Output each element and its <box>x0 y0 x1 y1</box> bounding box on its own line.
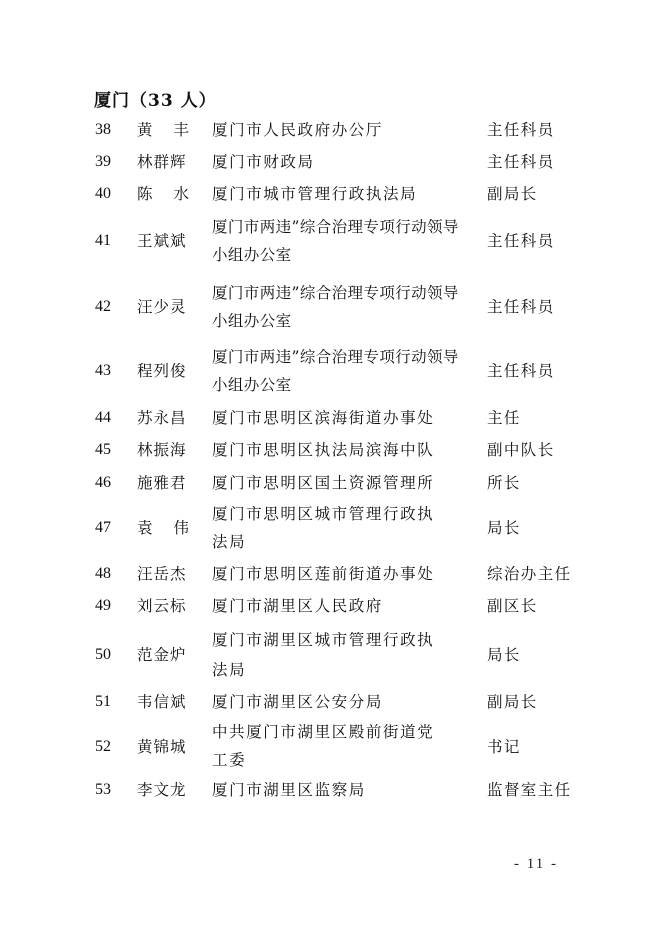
row-number: 46 <box>95 474 111 491</box>
person-name: 汪岳杰 <box>137 565 187 583</box>
row-number: 42 <box>95 298 111 315</box>
row-number: 45 <box>95 441 111 458</box>
job-position: 所长 <box>487 474 521 492</box>
work-unit: 厦门市湖里区人民政府 <box>212 597 384 615</box>
work-unit: 厦门市湖里区城市管理行政执法局 <box>212 631 435 679</box>
work-unit: 中共厦门市湖里区殿前街道党工委 <box>212 723 435 769</box>
work-unit: 厦门市两违”综合治理专项行动领导小组办公室 <box>212 284 459 330</box>
job-position: 监督室主任 <box>487 781 572 799</box>
row-number: 41 <box>95 232 111 249</box>
person-name: 苏永昌 <box>137 409 187 427</box>
person-name: 李文龙 <box>137 781 187 799</box>
row-number: 50 <box>95 646 111 663</box>
job-position: 副局长 <box>487 693 538 711</box>
row-number: 44 <box>95 409 111 426</box>
work-unit: 厦门市思明区国土资源管理所 <box>212 474 435 492</box>
job-position: 主任科员 <box>487 232 555 250</box>
person-name: 施雅君 <box>137 474 187 492</box>
person-name: 陈 水 <box>137 185 190 203</box>
job-position: 局长 <box>487 519 521 537</box>
job-position: 主任科员 <box>487 121 555 139</box>
person-name: 程列俊 <box>137 362 187 380</box>
work-unit: 厦门市湖里区公安分局 <box>212 693 384 711</box>
work-unit: 厦门市思明区莲前街道办事处 <box>212 565 435 583</box>
person-name: 韦信斌 <box>137 693 187 711</box>
work-unit: 厦门市两违”综合治理专项行动领导小组办公室 <box>212 218 459 264</box>
work-unit: 厦门市两违”综合治理专项行动领导小组办公室 <box>212 348 459 394</box>
job-position: 副区长 <box>487 597 538 615</box>
row-number: 40 <box>95 185 111 202</box>
person-name: 汪少灵 <box>137 298 187 316</box>
row-number: 49 <box>95 597 111 614</box>
person-name: 黄锦城 <box>137 738 187 756</box>
row-number: 48 <box>95 565 111 582</box>
job-position: 书记 <box>487 738 521 756</box>
job-position: 主任科员 <box>487 153 555 171</box>
job-position: 主任科员 <box>487 298 555 316</box>
person-name: 范金炉 <box>137 646 187 664</box>
job-position: 主任 <box>487 409 521 427</box>
work-unit: 厦门市湖里区监察局 <box>212 781 366 799</box>
work-unit: 厦门市思明区城市管理行政执法局 <box>212 505 435 551</box>
work-unit: 厦门市城市管理行政执法局 <box>212 185 418 203</box>
work-unit: 厦门市思明区滨海街道办事处 <box>212 409 435 427</box>
job-position: 局长 <box>487 646 521 664</box>
row-number: 51 <box>95 693 111 710</box>
person-name: 林群辉 <box>137 153 187 171</box>
work-unit: 厦门市财政局 <box>212 153 315 171</box>
job-position: 副中队长 <box>487 441 555 459</box>
row-number: 53 <box>95 781 111 798</box>
work-unit: 厦门市人民政府办公厅 <box>212 121 384 139</box>
job-position: 主任科员 <box>487 362 555 380</box>
person-name: 黄 丰 <box>137 121 190 139</box>
row-number: 52 <box>95 738 111 755</box>
person-name: 王斌斌 <box>137 232 187 250</box>
person-name: 袁 伟 <box>137 519 190 537</box>
page-number: - 11 - <box>514 856 558 872</box>
person-name: 刘云标 <box>137 597 187 615</box>
row-number: 38 <box>95 121 111 138</box>
row-number: 47 <box>95 519 111 536</box>
row-number: 43 <box>95 362 111 379</box>
job-position: 副局长 <box>487 185 538 203</box>
work-unit: 厦门市思明区执法局滨海中队 <box>212 441 435 459</box>
row-number: 39 <box>95 153 111 170</box>
job-position: 综治办主任 <box>487 565 572 583</box>
section-title: 厦门（33 人） <box>94 91 217 111</box>
person-name: 林振海 <box>137 441 187 459</box>
